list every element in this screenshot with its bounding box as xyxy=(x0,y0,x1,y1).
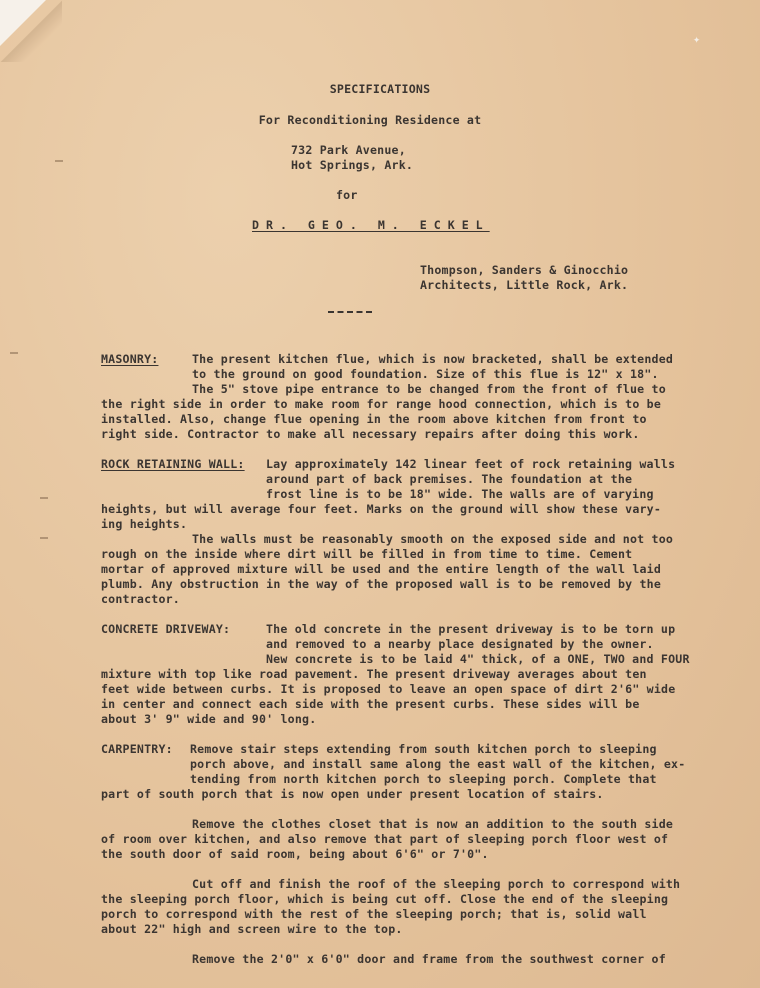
carpentry-para3-line: the sleeping porch floor, which is being cut off. Close the end of the sleeping xyxy=(101,892,669,906)
document-subtitle: For Reconditioning Residence at xyxy=(258,113,482,127)
rock-wall-heading: ROCK RETAINING WALL: xyxy=(101,457,245,471)
driveway-line: feet wide between curbs. It is proposed to leave an open space of dirt 2'6" wide xyxy=(101,682,676,696)
folded-corner-shadow xyxy=(0,0,62,62)
rock-wall-line: mortar of approved mixture will be used and the entire length of the wall laid xyxy=(101,562,662,576)
driveway-line: and removed to a nearby place designated by the owner. xyxy=(266,637,654,651)
carpentry-line: porch above, and install same along the east wall of the kitchen, ex- xyxy=(190,757,686,771)
for-label: for xyxy=(336,188,358,202)
rock-wall-line: frost line is to be 18" wide. The walls are of varying xyxy=(266,487,654,501)
masonry-line: right side. Contractor to make all necessary repairs after doing this work. xyxy=(101,427,640,441)
carpentry-para4-line: Remove the 2'0" x 6'0" door and frame from the southwest corner of xyxy=(192,952,666,966)
rock-wall-line: heights, but will average four feet. Marks on the ground will show these vary- xyxy=(101,502,662,516)
carpentry-para2-line: of room over kitchen, and also remove that part of sleeping porch floor west of xyxy=(101,832,669,846)
rock-wall-line: The walls must be reasonably smooth on the exposed side and not too xyxy=(192,532,674,546)
edge-mark xyxy=(40,537,48,539)
driveway-heading: CONCRETE DRIVEWAY: xyxy=(101,622,231,636)
architects-line-1: Thompson, Sanders & Ginocchio xyxy=(420,263,629,277)
rock-wall-line: contractor. xyxy=(101,592,180,606)
masonry-heading: MASONRY: xyxy=(101,352,159,366)
edge-mark xyxy=(55,160,63,162)
architects-line-2: Architects, Little Rock, Ark. xyxy=(420,278,629,292)
masonry-line: to the ground on good foundation. Size of this flue is 12" x 18". xyxy=(192,367,659,381)
carpentry-para3-line: about 22" high and screen wire to the top. xyxy=(101,922,403,936)
carpentry-para3-line: porch to correspond with the rest of the sleeping porch; that is, solid wall xyxy=(101,907,647,921)
carpentry-para3-line: Cut off and finish the roof of the sleeping porch to correspond with xyxy=(192,877,681,891)
driveway-line: mixture with top like road pavement. The present driveway averages about ten xyxy=(101,667,647,681)
masonry-line: The 5" stove pipe entrance to be changed from the front of flue to xyxy=(192,382,666,396)
rock-wall-line: around part of back premises. The foundation at the xyxy=(266,472,633,486)
masonry-line: installed. Also, change flue opening in the room above kitchen from front to xyxy=(101,412,647,426)
rock-wall-line: Lay approximately 142 linear feet of rock retaining walls xyxy=(266,457,676,471)
address-line-2: Hot Springs, Ark. xyxy=(291,158,414,172)
divider xyxy=(328,311,372,313)
masonry-line: the right side in order to make room for range hood connection, which is to be xyxy=(101,397,662,411)
pin-hole-icon: ✦ xyxy=(693,32,701,46)
carpentry-heading: CARPENTRY: xyxy=(101,742,173,756)
carpentry-line: tending from north kitchen porch to sleeping porch. Complete that xyxy=(190,772,657,786)
carpentry-line: part of south porch that is now open under present location of stairs. xyxy=(101,787,604,801)
rock-wall-line: plumb. Any obstruction in the way of the proposed wall is to be removed by the xyxy=(101,577,662,591)
carpentry-para2-line: Remove the clothes closet that is now an addition to the south side xyxy=(192,817,674,831)
rock-wall-line: rough on the inside where dirt will be filled in from time to time. Cement xyxy=(101,547,633,561)
driveway-line: New concrete is to be laid 4" thick, of a ONE, TWO and FOUR xyxy=(266,652,690,666)
driveway-line: in center and connect each side with the present curbs. These sides will be xyxy=(101,697,640,711)
driveway-line: about 3' 9" wide and 90' long. xyxy=(101,712,317,726)
edge-mark xyxy=(40,497,48,499)
masonry-line: The present kitchen flue, which is now bracketed, shall be extended xyxy=(192,352,674,366)
client-name: DR. GEO. M. ECKEL xyxy=(252,218,490,232)
carpentry-para2-line: the south door of said room, being about 6'6" or 7'0". xyxy=(101,847,489,861)
address-line-1: 732 Park Avenue, xyxy=(291,143,406,157)
document-title: SPECIFICATIONS xyxy=(329,82,431,96)
carpentry-line: Remove stair steps extending from south kitchen porch to sleeping xyxy=(190,742,657,756)
edge-mark xyxy=(10,352,18,354)
driveway-line: The old concrete in the present driveway is to be torn up xyxy=(266,622,676,636)
rock-wall-line: ing heights. xyxy=(101,517,188,531)
